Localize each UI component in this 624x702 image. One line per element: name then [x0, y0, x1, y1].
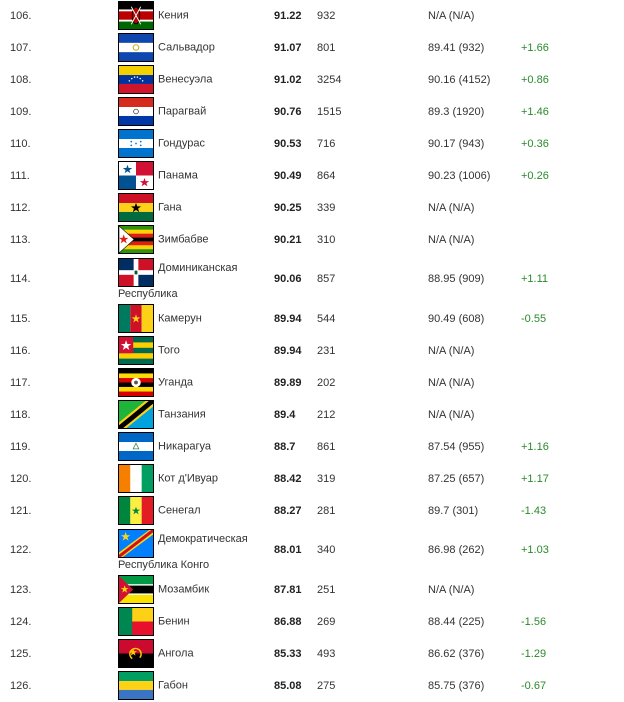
country-name[interactable]: Того	[158, 344, 180, 357]
rank-cell: 109.	[0, 96, 118, 128]
change-cell: -0.67	[521, 670, 624, 702]
matches-cell: 861	[317, 431, 428, 463]
matches-cell: 932	[317, 0, 428, 32]
matches-cell: 340	[317, 527, 428, 574]
rank-cell: 110.	[0, 128, 118, 160]
table-row	[0, 463, 624, 495]
tanzania-flag-icon	[118, 400, 154, 429]
country-name[interactable]: Танзания	[158, 408, 206, 421]
previous-cell: 89.3 (1920)	[428, 96, 521, 128]
matches-cell: 864	[317, 160, 428, 192]
mozambique-flag-icon	[118, 575, 154, 604]
points-cell: 91.07	[274, 32, 317, 64]
previous-cell: 90.49 (608)	[428, 303, 521, 335]
change-cell	[521, 367, 624, 399]
rank-cell: 114.	[0, 256, 118, 303]
points-cell: 90.53	[274, 128, 317, 160]
points-cell: 88.42	[274, 463, 317, 495]
matches-cell: 269	[317, 606, 428, 638]
table-row	[0, 192, 624, 224]
rank-cell: 115.	[0, 303, 118, 335]
matches-cell: 801	[317, 32, 428, 64]
country-cell	[118, 670, 274, 702]
change-cell: -1.56	[521, 606, 624, 638]
points-cell: 90.49	[274, 160, 317, 192]
previous-cell: 87.54 (955)	[428, 431, 521, 463]
points-cell: 88.01	[274, 527, 317, 574]
country-cell	[118, 224, 274, 256]
previous-cell: 90.17 (943)	[428, 128, 521, 160]
country-name[interactable]: Ангола	[158, 647, 194, 660]
country-cell	[118, 256, 274, 303]
previous-cell: 88.95 (909)	[428, 256, 521, 303]
paraguay-flag-icon	[118, 97, 154, 126]
table-row	[0, 96, 624, 128]
country-name[interactable]: Сенегал	[158, 504, 201, 517]
change-cell: -1.43	[521, 495, 624, 527]
country-name-continued[interactable]: Республика Конго	[118, 558, 210, 571]
change-cell	[521, 574, 624, 606]
country-cell	[118, 0, 274, 32]
matches-cell: 493	[317, 638, 428, 670]
country-name[interactable]: Никарагуа	[158, 440, 212, 453]
ivory-coast-flag-icon	[118, 464, 154, 493]
country-cell	[118, 335, 274, 367]
points-cell: 89.89	[274, 367, 317, 399]
country-name[interactable]: Демократическая	[158, 532, 248, 545]
country-name[interactable]: Зимбабве	[158, 233, 209, 246]
country-name[interactable]: Уганда	[158, 376, 193, 389]
table-row	[0, 160, 624, 192]
points-cell: 89.4	[274, 399, 317, 431]
country-name[interactable]: Бенин	[158, 615, 190, 628]
country-cell	[118, 192, 274, 224]
zimbabwe-flag-icon	[118, 225, 154, 254]
matches-cell: 212	[317, 399, 428, 431]
table-row	[0, 128, 624, 160]
change-cell: +0.86	[521, 64, 624, 96]
points-cell: 90.21	[274, 224, 317, 256]
rank-cell: 124.	[0, 606, 118, 638]
matches-cell: 251	[317, 574, 428, 606]
country-cell	[118, 431, 274, 463]
rank-cell: 122.	[0, 527, 118, 574]
country-cell	[118, 399, 274, 431]
points-cell: 88.7	[274, 431, 317, 463]
change-cell	[521, 335, 624, 367]
matches-cell: 1515	[317, 96, 428, 128]
points-cell: 89.94	[274, 335, 317, 367]
rank-cell: 125.	[0, 638, 118, 670]
points-cell: 85.33	[274, 638, 317, 670]
previous-cell: 89.7 (301)	[428, 495, 521, 527]
points-cell: 89.94	[274, 303, 317, 335]
change-cell: +1.66	[521, 32, 624, 64]
table-row	[0, 64, 624, 96]
country-cell	[118, 160, 274, 192]
cameroon-flag-icon	[118, 304, 154, 333]
table-row	[0, 0, 624, 32]
table-row	[0, 335, 624, 367]
change-cell	[521, 192, 624, 224]
change-cell: +1.11	[521, 256, 624, 303]
dominican-republic-flag-icon	[118, 258, 154, 287]
points-cell: 86.88	[274, 606, 317, 638]
country-name[interactable]: Мозамбик	[158, 583, 210, 596]
country-cell	[118, 64, 274, 96]
matches-cell: 310	[317, 224, 428, 256]
table-row	[0, 32, 624, 64]
country-cell	[118, 303, 274, 335]
matches-cell: 857	[317, 256, 428, 303]
matches-cell: 319	[317, 463, 428, 495]
country-name[interactable]: Кот д'Ивуар	[158, 472, 219, 485]
rank-cell: 112.	[0, 192, 118, 224]
rank-cell: 120.	[0, 463, 118, 495]
country-name[interactable]: Камерун	[158, 312, 202, 325]
rank-cell: 119.	[0, 431, 118, 463]
senegal-flag-icon	[118, 496, 154, 525]
previous-cell: N/A (N/A)	[428, 399, 521, 431]
previous-cell: 86.98 (262)	[428, 527, 521, 574]
country-cell	[118, 495, 274, 527]
el-salvador-flag-icon	[118, 33, 154, 62]
change-cell: -0.55	[521, 303, 624, 335]
table-row	[0, 670, 624, 702]
change-cell	[521, 0, 624, 32]
benin-flag-icon	[118, 607, 154, 636]
matches-cell: 716	[317, 128, 428, 160]
table-row	[0, 574, 624, 606]
previous-cell: 89.41 (932)	[428, 32, 521, 64]
previous-cell: N/A (N/A)	[428, 224, 521, 256]
table-row	[0, 399, 624, 431]
venezuela-flag-icon	[118, 65, 154, 94]
country-cell	[118, 527, 274, 574]
previous-cell: N/A (N/A)	[428, 574, 521, 606]
country-name[interactable]: Венесуэла	[158, 73, 213, 86]
change-cell: +1.17	[521, 463, 624, 495]
table-row	[0, 431, 624, 463]
rank-cell: 111.	[0, 160, 118, 192]
country-cell	[118, 574, 274, 606]
country-name[interactable]: Сальвадор	[158, 41, 215, 54]
previous-cell: 90.23 (1006)	[428, 160, 521, 192]
points-cell: 90.06	[274, 256, 317, 303]
country-cell	[118, 638, 274, 670]
rank-cell: 121.	[0, 495, 118, 527]
previous-cell: N/A (N/A)	[428, 335, 521, 367]
table-row	[0, 606, 624, 638]
table-row	[0, 367, 624, 399]
ghana-flag-icon	[118, 193, 154, 222]
rank-cell: 107.	[0, 32, 118, 64]
rank-cell: 126.	[0, 670, 118, 702]
points-cell: 85.08	[274, 670, 317, 702]
country-name-continued[interactable]: Республика	[118, 287, 178, 300]
change-cell: +1.03	[521, 527, 624, 574]
country-cell	[118, 96, 274, 128]
matches-cell: 339	[317, 192, 428, 224]
points-cell: 90.76	[274, 96, 317, 128]
angola-flag-icon	[118, 639, 154, 668]
change-cell	[521, 399, 624, 431]
change-cell: -1.29	[521, 638, 624, 670]
matches-cell: 3254	[317, 64, 428, 96]
table-row	[0, 224, 624, 256]
country-name[interactable]: Габон	[158, 679, 188, 692]
country-name[interactable]: Гана	[158, 201, 182, 214]
nicaragua-flag-icon	[118, 432, 154, 461]
table-row	[0, 527, 624, 574]
rank-cell: 118.	[0, 399, 118, 431]
table-row	[0, 256, 624, 303]
togo-flag-icon	[118, 336, 154, 365]
previous-cell: 87.25 (657)	[428, 463, 521, 495]
matches-cell: 231	[317, 335, 428, 367]
previous-cell: 88.44 (225)	[428, 606, 521, 638]
rank-cell: 116.	[0, 335, 118, 367]
change-cell: +0.26	[521, 160, 624, 192]
change-cell: +0.36	[521, 128, 624, 160]
previous-cell: 86.62 (376)	[428, 638, 521, 670]
rank-cell: 123.	[0, 574, 118, 606]
table-row	[0, 303, 624, 335]
country-cell	[118, 606, 274, 638]
country-name[interactable]: Панама	[158, 169, 198, 182]
change-cell: +1.46	[521, 96, 624, 128]
matches-cell: 275	[317, 670, 428, 702]
rank-cell: 113.	[0, 224, 118, 256]
country-name[interactable]: Парагвай	[158, 105, 207, 118]
points-cell: 91.22	[274, 0, 317, 32]
rank-cell: 106.	[0, 0, 118, 32]
change-cell: +1.16	[521, 431, 624, 463]
country-name[interactable]: Гондурас	[158, 137, 205, 150]
country-name[interactable]: Доминиканская	[158, 261, 238, 274]
matches-cell: 281	[317, 495, 428, 527]
matches-cell: 202	[317, 367, 428, 399]
matches-cell: 544	[317, 303, 428, 335]
kenya-flag-icon	[118, 1, 154, 30]
country-cell	[118, 32, 274, 64]
country-name[interactable]: Кения	[158, 9, 189, 22]
rank-cell: 108.	[0, 64, 118, 96]
uganda-flag-icon	[118, 368, 154, 397]
table-row	[0, 495, 624, 527]
honduras-flag-icon	[118, 129, 154, 158]
country-cell	[118, 367, 274, 399]
points-cell: 87.81	[274, 574, 317, 606]
change-cell	[521, 224, 624, 256]
points-cell: 90.25	[274, 192, 317, 224]
previous-cell: N/A (N/A)	[428, 192, 521, 224]
points-cell: 88.27	[274, 495, 317, 527]
country-cell	[118, 463, 274, 495]
previous-cell: N/A (N/A)	[428, 367, 521, 399]
previous-cell: N/A (N/A)	[428, 0, 521, 32]
rank-cell: 117.	[0, 367, 118, 399]
country-cell	[118, 128, 274, 160]
panama-flag-icon	[118, 161, 154, 190]
previous-cell: 90.16 (4152)	[428, 64, 521, 96]
gabon-flag-icon	[118, 671, 154, 700]
points-cell: 91.02	[274, 64, 317, 96]
table-row	[0, 638, 624, 670]
dr-congo-flag-icon	[118, 529, 154, 558]
previous-cell: 85.75 (376)	[428, 670, 521, 702]
